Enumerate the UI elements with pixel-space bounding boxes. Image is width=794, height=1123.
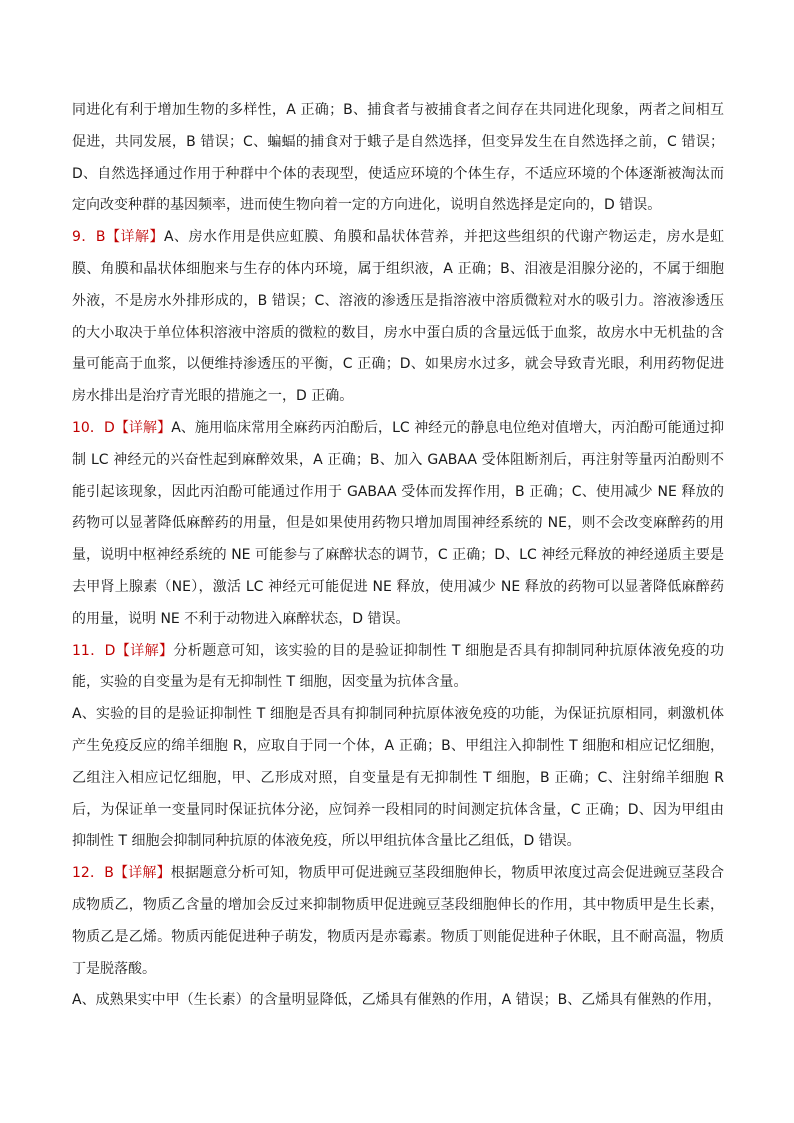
- explanation-label: 【详解】: [113, 865, 171, 882]
- paragraph-8-continuation: [72, 95, 724, 222]
- answer-11: [72, 636, 724, 700]
- question-number: 9．B: [72, 229, 106, 246]
- paragraph-text: 同进化有利于增加生物的多样性，A 正确；B、捕食者与被捕食者之间存在共同进化现象，两者之间相互促进，共同发展，B 错误；C、蝙蝠的捕食对于蛾子是自然选择，但变异发生在自然选择之前，C 错误；D、自然选择通过作用于种群中个体的表现型，使适应环境的个体生存，不适应环境的个体逐渐被淘汰而定向改变种群的基因频率，进而使生物向着一定的方向进化，说明自然选择是定向的，D 错误。: [72, 102, 724, 214]
- paragraph-text: 根据题意分析可知，物质甲可促进豌豆茎段细胞伸长，物质甲浓度过高会促进豌豆茎段合成物质乙，物质乙含量的增加会反过来抑制物质甲促进豌豆茎段细胞伸长的作用，其中物质甲是生长素，物质乙是乙烯。物质丙能促进种子萌发，物质丙是赤霉素。物质丁则能促进种子休眠，且不耐高温，物质丁是脱落酸。: [72, 865, 725, 977]
- answer-9: [72, 222, 724, 413]
- paragraph-text: A、成熟果实中甲（生长素）的含量明显降低，乙烯具有催熟的作用，A 错误；B、乙烯具有催熟的作用，: [72, 992, 722, 1009]
- question-number: 10．D: [72, 419, 115, 436]
- paragraph-text: A、施用临床常用全麻药丙泊酚后，LC 神经元的静息电位绝对值增大，丙泊酚可能通过抑制 LC 神经元的兴奋性起到麻醉效果，A 正确；B、加入 GABAA 受体阻断剂后，再注射等量丙泊酚则不能引起该现象，因此丙泊酚可能通过作用于 GABAA 受体而发挥作用，B 正确；C、使用减少 NE 释放的药物可以显著降低麻醉药的用量，但是如果使用药物只增加周围神经系统的 NE，则不会改变麻醉药的用量，说明中枢神经系统的 NE 可能参与了麻醉状态的调节，C 正确；D、LC 神经元释放的神经递质主要是去甲肾上腺素（NE），激活 LC 神经元可能促进 NE 释放，使用减少 NE 释放的药物可以显著降低麻醉药的用量，说明 NE 不利于动物进入麻醉状态，D 错误。: [72, 419, 724, 627]
- answer-10: [72, 413, 724, 636]
- answer-11-options: [72, 699, 724, 858]
- paragraph-text: 分析题意可知，该实验的目的是验证抑制性 T 细胞是否具有抑制同种抗原体液免疫的功能，实验的自变量为是有无抑制性 T 细胞，因变量为抗体含量。: [72, 642, 725, 691]
- paragraph-text: A、房水作用是供应虹膜、角膜和晶状体营养，并把这些组织的代谢产物运走，房水是虹膜、角膜和晶状体细胞来与生存的体内环境，属于组织液，A 正确；B、泪液是泪腺分泌的，不属于细胞外液，不是房水外排形成的，B 错误；C、溶液的渗透压是指溶液中溶质微粒对水的吸引力。溶液渗透压的大小取决于单位体积溶液中溶质的微粒的数目，房水中蛋白质的含量远低于血浆，故房水中无机盐的含量可能高于血浆，以便维持渗透压的平衡，C 正确；D、如果房水过多，就会导致青光眼，利用药物促进房水排出是治疗青光眼的措施之一，D 正确。: [72, 229, 725, 405]
- explanation-label: 【详解】: [115, 642, 174, 659]
- paragraph-text: A、实验的目的是验证抑制性 T 细胞是否具有抑制同种抗原体液免疫的功能，为保证抗原相同，刺激机体产生免疫反应的绵羊细胞 R，应取自于同一个体，A 正确；B、甲组注入抑制性 T 细胞和相应记忆细胞，乙组注入相应记忆细胞，甲、乙形成对照，自变量是有无抑制性 T 细胞，B 正确；C、注射绵羊细胞 R 后，为保证单一变量同时保证抗体分泌，应饲养一段相同的时间测定抗体含量，C 正确；D、因为甲组由抑制性 T 细胞会抑制同种抗原的体液免疫，所以甲组抗体含量比乙组低，D 错误。: [72, 706, 724, 850]
- explanation-label: 【详解】: [114, 419, 172, 436]
- answer-explanations: [72, 95, 724, 1017]
- question-number: 12．B: [72, 865, 114, 882]
- question-number: 11．D: [72, 642, 116, 659]
- answer-12: [72, 858, 724, 985]
- explanation-label: 【详解】: [105, 229, 164, 246]
- answer-12-options: [72, 985, 724, 1017]
